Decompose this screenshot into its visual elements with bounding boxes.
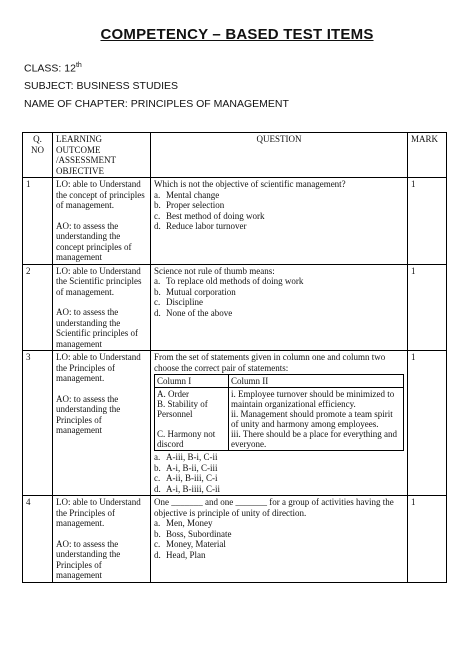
assessment-objective: AO: to assess the understanding the Principles of management — [56, 538, 121, 580]
question-number: 1 — [23, 178, 53, 265]
learning-outcome-cell — [53, 351, 151, 496]
column-one-item: A. Order — [157, 389, 189, 399]
question-cell — [151, 178, 408, 265]
matching-columns-table — [154, 374, 404, 451]
column-two-item: ii. Management should promote a team spirit of unity and harmony among employees. — [231, 409, 393, 429]
option-item: c. Money, Material — [154, 539, 226, 549]
option-item: d. None of the above — [154, 307, 233, 318]
class-superscript: th — [75, 62, 82, 69]
chapter-line: NAME OF CHAPTER: PRINCIPLES OF MANAGEMENT — [24, 98, 289, 110]
table-row — [23, 178, 447, 265]
option-item: c. Best method of doing work — [154, 210, 265, 221]
column-two-item: i. Employee turnover should be minimized to maintain organizational efficiency. — [231, 389, 395, 409]
question-cell — [151, 496, 408, 583]
qno-header — [23, 133, 53, 178]
table-row — [23, 351, 447, 496]
option-item: c. A-ii, B-iii, C-i — [154, 473, 218, 483]
option-item: b. A-i, B-ii, C-iii — [154, 462, 218, 473]
column-two-item: iii. There should be a place for everything and everyone. — [231, 429, 398, 449]
option-item: a. To replace old methods of doing work — [154, 276, 304, 286]
mark-cell: 1 — [408, 351, 447, 496]
mark-cell: 1 — [408, 264, 447, 351]
lo-header-line: OBJECTIVE — [56, 165, 104, 176]
table-row — [23, 264, 447, 351]
learning-outcome-cell — [53, 178, 151, 265]
question-number: 3 — [23, 351, 53, 496]
subject-line: SUBJECT: BUSINESS STUDIES — [24, 80, 179, 92]
column-two-items — [229, 388, 404, 451]
option-item: d. A-i, B-iiii, C-ii — [154, 483, 220, 494]
lo-header-line: /ASSESSMENT — [56, 155, 117, 165]
option-item: b. Boss, Subordinate — [154, 528, 232, 539]
learning-outcome-cell — [53, 264, 151, 351]
test-items-table — [22, 132, 447, 583]
learning-outcome-cell — [53, 496, 151, 583]
assessment-objective: AO: to assess the understanding the concept principles of management — [56, 220, 132, 262]
qno-header-line: NO — [31, 144, 44, 155]
question-text: Which is not the objective of scientific management? — [154, 179, 346, 189]
option-item: c. Discipline — [154, 297, 203, 307]
learning-outcome: LO: able to Understand the Scientific principles of management. — [56, 265, 142, 297]
question-number: 4 — [23, 496, 53, 583]
option-item: b. Proper selection — [154, 200, 225, 210]
option-item: a. Men, Money — [154, 518, 213, 528]
assessment-objective: AO: to assess the understanding the Principles of management — [56, 393, 121, 435]
table-row — [23, 496, 447, 583]
option-item: d. Head, Plan — [154, 549, 206, 560]
column-one-item: B. Stability of Personnel — [157, 399, 208, 419]
column-two-header: Column II — [229, 375, 404, 388]
learning-outcome: LO: able to Understand the concept of principles of management. — [56, 179, 145, 210]
question-text: From the set of statements given in column one and column two choose the correct pair of statements: — [154, 352, 386, 373]
class-line — [24, 62, 82, 75]
class-label: CLASS: 12 — [24, 62, 76, 75]
learning-outcome: LO: able to Understand the Principles of management. — [56, 352, 141, 383]
option-item: d. Reduce labor turnover — [154, 221, 247, 231]
column-one-header: Column I — [155, 375, 229, 388]
question-text: One _______ and one _______ for a group of activities having the objective is principle of unity of direction. — [154, 497, 394, 518]
assessment-objective: AO: to assess the understanding the Scientific principles of management — [56, 307, 138, 349]
mark-cell: 1 — [408, 178, 447, 265]
options-list — [154, 190, 404, 232]
question-header: QUESTION — [151, 133, 408, 178]
mark-cell: 1 — [408, 496, 447, 583]
question-text: Science not rule of thumb means: — [154, 265, 275, 276]
qno-header-line: Q. — [33, 134, 42, 144]
lo-header-line: LEARNING — [56, 134, 102, 144]
options-list — [154, 276, 404, 318]
option-item: b. Mutual corporation — [154, 286, 236, 297]
question-cell — [151, 351, 408, 496]
page-title: COMPETENCY – BASED TEST ITEMS — [100, 26, 374, 43]
column-one-items — [155, 388, 229, 451]
learning-outcome-header — [53, 133, 151, 178]
table-header-row — [23, 133, 447, 178]
matching-header-row — [155, 375, 404, 388]
question-number: 2 — [23, 264, 53, 351]
column-one-item: C. Harmony not discord — [157, 429, 216, 449]
options-list — [154, 518, 404, 560]
option-item: a. Mental change — [154, 189, 220, 200]
option-item: a. A-iii, B-i, C-ii — [154, 452, 218, 462]
question-cell — [151, 264, 408, 351]
matching-body-row — [155, 388, 404, 451]
learning-outcome: LO: able to Understand the Principles of management. — [56, 497, 141, 528]
mark-header: MARK — [408, 133, 447, 178]
options-list — [154, 452, 404, 494]
lo-header-line: OUTCOME — [56, 144, 101, 155]
